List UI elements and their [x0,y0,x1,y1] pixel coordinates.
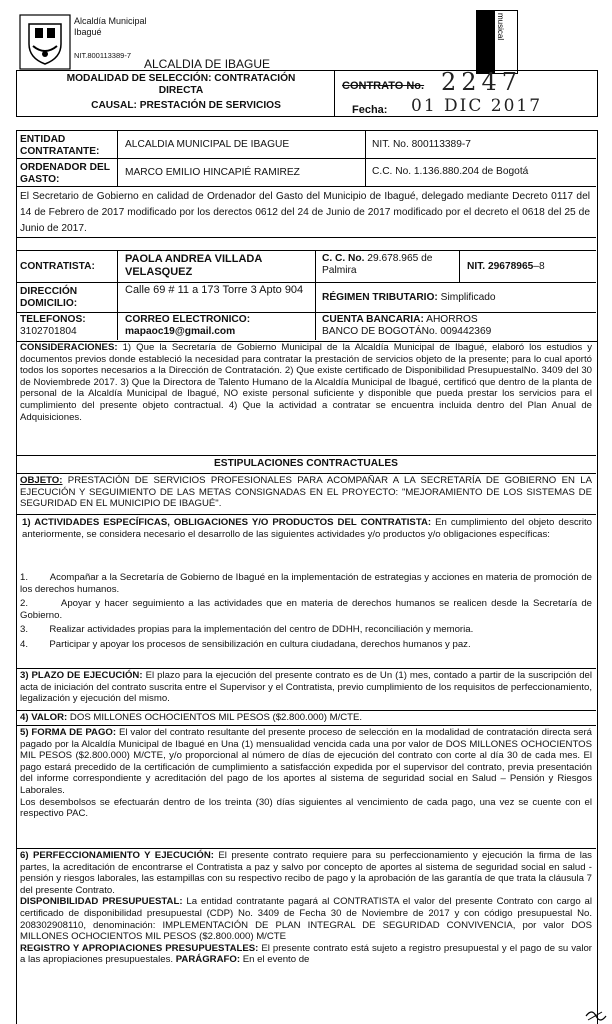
ordenador-cc: C.C. No. 1.136.880.204 de Bogotá [372,166,529,177]
cc-field: C. C. No. 29.678.965 de Palmira [322,253,433,276]
contract-number-label: CONTRATO No. [342,80,425,92]
entity-label: ENTIDAD CONTRATANTE: [20,134,100,157]
list-item: 4. Participar y apoyar los procesos de sensibilización en cultura ciudadana, derechos humanos y paz. [20,638,471,650]
ordenador-label: ORDENADOR DEL GASTO: [20,162,110,185]
telefonos-value: 3102701804 [20,326,77,337]
objeto-section: OBJETO: PRESTACIÓN DE SERVICIOS PROFESIONALES PARA ACOMPAÑAR A LA SECRETARÍA DE GOBIERNO EN LA EJECUCIÓN Y SEGUIMIENTO DE LAS METAS CONSIGNADAS EN EL PROYECTO: "MEJORAMIENTO DE LOS SISTEMAS DE SEGURIDAD EN EL MUNICIPIO DE IBAGUÉ". [20,475,592,510]
causal-text: CAUSAL: PRESTACIÓN DE SERVICIOS [91,100,281,111]
plazo-section: 3) PLAZO DE EJECUCIÓN: El plazo para la ejecución del presente contrato es de Un (1) mes, contado a partir de la suscripción del acta de iniciación del contrato suscrita entre el Supervisor y el Contratista, previo cumplimiento de los requisitos de perfeccionamiento, legalización y ejecución del mismo. [20,670,592,705]
direccion-value: Calle 69 # 11 a 173 Torre 3 Apto 904 [125,284,304,296]
header-nit: NIT.800113389-7 [74,51,131,60]
musical-stamp: musical [476,10,518,74]
ordenador-value: MARCO EMILIO HINCAPIÉ RAMIREZ [125,167,300,178]
contratista-value: PAOLA ANDREA VILLADA VELASQUEZ [125,253,262,278]
actividades-section: 1) ACTIVIDADES ESPECÍFICAS, OBLIGACIONES Y/O PRODUCTOS DEL CONTRATISTA: En cumplimiento del objeto descrito anteriormente, se considera necesario el desarrollo de las siguientes actividades y/o productos y/o obligaciones específicas: [22,517,592,540]
ibague-coat-of-arms-icon [19,14,71,70]
logo-caption: Alcaldía Municipal Ibagué [74,16,147,37]
contratista-label: CONTRATISTA: [20,261,95,272]
list-item: 3. Realizar actividades propias para la implementación del centro de DDHH, reconciliación y memoria. [20,624,474,636]
date-value: 01 DIC 2017 [411,96,543,116]
header-entity: ALCALDIA DE IBAGUE [144,57,271,71]
delegation-text: El Secretario de Gobierno en calidad de Ordenador del Gasto del Municipio de Ibagué, delegado mediante Decreto 0117 del 14 de Febrero de 2017 modificado por los derectos 0612 del 24 de Junio de 2017 modificado por el decreto el 0618 del 25 de Junio de 2017. [20,191,590,234]
considerations-section: CONSIDERACIONES: 1) Que la Secretaría de Gobierno Municipal de la Alcaldía Municipal de Ibagué, elaboró los estudios y documentos previos donde estableció la necesidad para contratar la prestación de servicios objeto de la presente; para lo cual aportó todos los soportes necesarios a la Dirección de Contratación. 2) Que existe certificado de Disponibilidad PresupuestalNo. 3409 del 30 de Noviembrede 2017. 3) Que la Directora de Talento Humano de la Alcaldía Municipal de Ibagué, certificó que dentro de la planta de personal de la Alcaldía Municipal de Ibagué, NO existe personal suficiente y disponible que pueda prestar los servicios para el cumplimiento del presente objeto contractual. 4) Que la actividad a contratar se encuentra incluida dentro del Plan Anual de Adquisiciones. [20,342,592,423]
telefonos-label: TELEFONOS: [20,314,86,325]
forma-pago-section: 5) FORMA DE PAGO: El valor del contrato resultante del presente proceso de selección en la modalidad de contratación directa será pagado por la Alcaldía Municipal de Ibagué en Una (1) mensualidad vencida cada una por valor de DOS MILLONES OCHOCIENTOS MIL PESOS ($2.800.000) M/CTE, y/o proporcional al número de días de ejecución del contrato con corte al día 30 de cada mes. El pago estará precedido de la certificación de cumplimiento a satisfacción expedida por el supervisor del contrato, previa presentación del informe correspondiente y acreditación del pago de los aportes al sistema de seguridad social en Salud – Pensión y Riesgos Laborales. Los desembolsos se efectuarán dentro de los treinta (30) días siguientes al vencimiento de cada pago, una vez se cuente con el respectivo PAC. [20,727,592,820]
stipulations-title: ESTIPULACIONES CONTRACTUALES [214,458,398,469]
list-item: 1. Acompañar a la Secretaría de Gobierno de Ibagué en la implementación de estrategias y acciones en materia de promoción de los derechos humanos. [20,572,592,595]
direccion-label: DIRECCIÓN DOMICILIO: [20,286,78,309]
regimen-field: RÉGIMEN TRIBUTARIO: Simplificado [322,292,496,303]
cuenta-value: BANCO DE BOGOTÁNo. 009442369 [322,326,492,337]
modality-text: MODALIDAD DE SELECCIÓN: CONTRATACIÓN DIRECTA [66,73,296,96]
date-label: Fecha: [352,104,388,116]
cuenta-field: CUENTA BANCARIA: AHORROS [322,314,478,325]
header [16,10,596,122]
contract-number: 2247 [441,68,523,96]
perfeccionamiento-section: 6) PERFECCIONAMIENTO Y EJECUCIÓN: El presente contrato requiere para su perfeccionamiento y ejecución la firma de las partes, la acreditación de encontrarse el Contratista a paz y salvo por concepto de aportes al sistema de seguridad social en salud - pensión y riesgos laborales, las estampillas con su respectivo recibo de pago y la aprobación de las garantía de que trata la cláusula 7 del presente Contrato. DISPONIBILIDAD PRESUPUESTAL: La entidad contratante pagará al CONTRATISTA el valor del presente Contrato con cargo al certificado de disponibilidad presupuestal (CDP) No. 3409 de Fecha 30 de Noviembre de 2017 y con código presupuestal No. 208302908110, denominación: IMPLEMENTACIÓN DE PLAN INTEGRAL DE SEGURIDAD CONVIVENCIA, por valor DOS MILLONES OCHOCIENTOS MIL PESOS ($2.800.000) M/CTE REGISTRO Y APROPIACIONES PRESUPUESTALES: El presente contrato está sujeto a registro presupuestal y el pago de su valor a las apropiaciones presupuestales. PARÁGRAFO: En el evento de [20,850,593,966]
correo-value: mapaoc19@gmail.com [125,326,236,337]
nit-field: NIT. 29678965–8 [467,261,545,272]
entity-nit: NIT. No. 800113389-7 [372,139,471,150]
signature-mark [584,1008,608,1024]
valor-section: 4) VALOR: DOS MILLONES OCHOCIENTOS MIL PESOS ($2.800.000) M/CTE. [20,712,363,723]
entity-value: ALCALDIA MUNICIPAL DE IBAGUE [125,139,290,150]
correo-label: CORREO ELECTRONICO: [125,314,251,325]
actividades-list [16,572,596,651]
list-item: 2. Apoyar y hacer seguimiento a las actividades que en materia de derechos humanos se realicen desde la Secretaría de Gobierno. [20,598,592,621]
